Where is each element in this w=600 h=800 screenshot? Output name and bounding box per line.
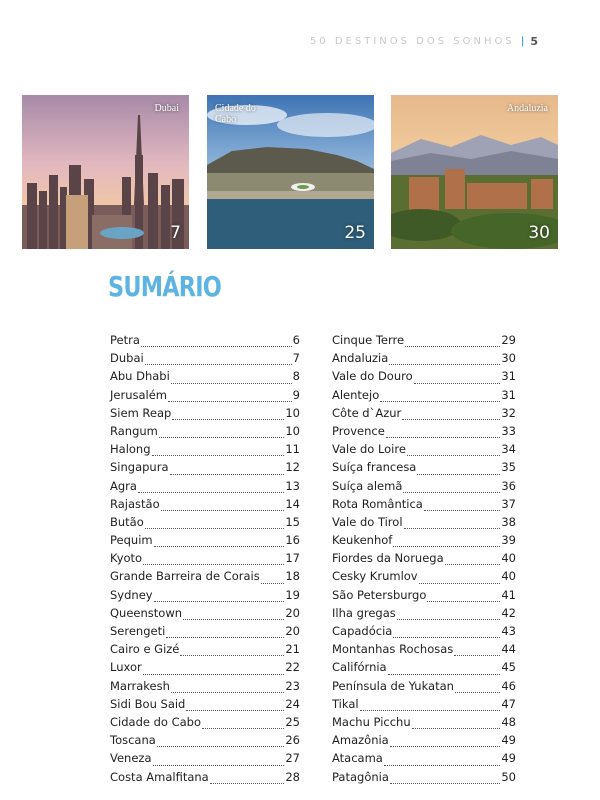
toc-entry[interactable] [110,697,300,715]
dot-leader [424,510,501,511]
toc-entry[interactable] [332,715,516,733]
toc-entry[interactable] [110,424,300,442]
dot-leader [390,783,500,784]
dot-leader [202,728,284,729]
toc-entry-page: 16 [285,533,300,548]
toc-entry-name: Península de Yukatan [332,678,454,693]
toc-entry-page: 42 [501,605,516,620]
toc-entry[interactable] [332,515,516,533]
dot-leader [170,474,285,475]
dot-leader [159,437,284,438]
toc-entry[interactable] [332,533,516,551]
toc-title: SUMÁRIO [108,270,221,303]
toc-entry[interactable] [110,497,300,515]
dot-leader [145,528,285,529]
dot-leader [171,692,284,693]
toc-entry-page: 49 [501,733,516,748]
toc-entry-name: Cinque Terre [332,333,405,347]
toc-entry-page: 9 [292,387,300,402]
dot-leader [427,601,500,602]
toc-entry[interactable] [332,406,516,424]
page-number: 5 [530,35,538,48]
toc-entry-name: Machu Picchu [332,714,411,729]
dot-leader [360,710,501,711]
toc-entry-name: Amazônia [332,733,389,748]
toc-entry-name: Toscana [110,733,156,748]
toc-entry-page: 44 [501,642,516,657]
toc-entry[interactable] [332,497,516,515]
toc-entry-name: Cidade do Cabo [110,714,202,729]
photo-caption: Dubai [154,103,179,114]
toc-entry[interactable] [332,697,516,715]
toc-entry[interactable] [332,660,516,678]
toc-entry[interactable] [332,679,516,697]
toc-entry[interactable] [332,770,516,788]
toc-entry-page: 20 [285,624,300,638]
toc-entry-page: 6 [292,333,300,347]
toc-entry[interactable] [332,460,516,478]
toc-entry-name: Rota Romântica [332,496,423,511]
dot-leader [384,765,501,766]
dot-leader [390,746,501,747]
dot-leader [210,783,285,784]
toc-entry[interactable] [110,588,300,606]
dot-leader [172,419,284,420]
header-separator: | [520,36,525,47]
toc-entry-page: 14 [285,496,300,511]
toc-entry[interactable] [110,679,300,697]
toc-entry[interactable] [110,770,300,788]
dot-leader [402,419,500,420]
photo-dubai [22,95,189,249]
toc-entry-page: 45 [501,660,516,675]
toc-entry[interactable] [332,333,516,351]
toc-entry-name: Serengeti [110,624,166,638]
toc-entry-page: 20 [285,605,300,620]
toc-entry-name: Sydney [110,587,153,602]
running-header [310,35,538,48]
toc-entry-name: Tikal [332,696,359,711]
dot-leader [407,455,500,456]
toc-entry-page: 38 [501,514,516,529]
toc-entry-name: Sidi Bou Said [110,696,186,711]
toc-entry-page: 43 [501,624,516,638]
toc-entry[interactable] [332,642,516,660]
toc-entry-page: 21 [285,642,300,657]
toc-entry-page: 25 [285,714,300,729]
toc-entry-page: 12 [285,460,300,475]
toc-entry-name: Suíça francesa [332,460,417,475]
toc-entry[interactable] [332,442,516,460]
toc-entry[interactable] [110,442,300,460]
photo-page-number: 7 [170,223,181,243]
toc-entry-name: Suíça alemã [332,478,403,493]
toc-entry[interactable] [110,660,300,678]
dot-leader [154,546,285,547]
toc-entry-name: Petra [110,333,140,347]
dot-leader [143,564,284,565]
dot-leader [138,492,284,493]
dot-leader [454,655,500,656]
dot-leader [152,455,285,456]
toc-entry-name: Singapura [110,460,169,475]
toc-entry-name: Montanhas Rochosas [332,642,454,657]
toc-entry[interactable] [110,369,300,387]
toc-column-left [110,333,300,788]
toc-entry-page: 31 [501,387,516,402]
dot-leader [414,383,501,384]
toc-entry-page: 40 [501,569,516,584]
toc-entry-page: 10 [285,405,300,420]
dot-leader [261,583,285,584]
toc-entry[interactable] [110,460,300,478]
toc-entry[interactable] [110,606,300,624]
toc-entry-page: 13 [285,478,300,493]
toc-entry[interactable] [110,479,300,497]
toc-entry-name: Cesky Krumlov [332,569,418,584]
dot-leader [380,401,500,402]
photo-andaluzia [391,95,558,249]
toc-entry-page: 24 [285,696,300,711]
toc-entry-name: Queenstown [110,605,183,620]
dot-leader [389,364,500,365]
toc-entry[interactable] [332,751,516,769]
toc-entry-page: 33 [501,423,516,438]
toc-entry-page: 23 [285,678,300,693]
toc-entry[interactable] [110,715,300,733]
toc-entry-name: Vale do Loire [332,442,406,457]
toc-entry-name: Halong [110,442,151,457]
dot-leader [393,637,500,638]
toc-entry-page: 32 [501,405,516,420]
toc-entry[interactable] [110,333,300,351]
dot-leader [153,765,285,766]
dot-leader [386,437,501,438]
toc-entry-name: Agra [110,478,137,493]
dot-leader [403,492,500,493]
toc-entry-name: Provence [332,423,385,438]
toc-entry[interactable] [332,569,516,587]
toc-entry[interactable] [110,624,300,642]
toc-entry[interactable] [332,624,516,642]
toc-entry-name: Kyoto [110,551,143,566]
dot-leader [419,583,501,584]
toc-entry-page: 10 [285,423,300,438]
toc-entry[interactable] [332,479,516,497]
dot-leader [455,692,500,693]
toc-entry-name: São Petersburgo [332,587,427,602]
toc-entry-page: 28 [285,769,300,784]
toc-entry[interactable] [332,606,516,624]
toc-entry-name: Vale do Douro [332,369,413,384]
dot-leader [154,601,285,602]
dot-leader [404,528,501,529]
dot-leader [397,619,501,620]
toc-entry-page: 46 [501,678,516,693]
toc-entry-name: Cairo e Gizé [110,642,180,657]
dubai-skyline-image [22,95,189,249]
toc-entry-page: 22 [285,660,300,675]
dot-leader [171,383,292,384]
toc-entry-page: 7 [292,351,300,366]
toc-entry-page: 30 [501,351,516,366]
toc-entry-name: Patagônia [332,769,389,784]
dot-leader [168,401,292,402]
dot-leader [417,474,500,475]
toc-entry-page: 34 [501,442,516,457]
toc-entry[interactable] [332,388,516,406]
photo-page-number: 30 [528,223,550,243]
toc-entry-name: Rangum [110,423,158,438]
toc-entry[interactable] [332,733,516,751]
toc-entry-page: 18 [285,569,300,584]
toc-entry-name: Dubai [110,351,144,366]
toc-entry[interactable] [332,351,516,369]
dot-leader [445,564,501,565]
toc-entry-name: Fiordes da Noruega [332,551,444,566]
toc-entry-name: Ilha gregas [332,605,396,620]
toc-entry-page: 17 [285,551,300,566]
toc-entry-page: 36 [501,478,516,493]
toc-entry-page: 35 [501,460,516,475]
toc-entry-name: Veneza [110,751,152,766]
toc-entry-name: Butão [110,514,144,529]
toc-entry-name: Vale do Tirol [332,514,403,529]
dot-leader [166,637,284,638]
toc-entry[interactable] [110,642,300,660]
dot-leader [186,710,284,711]
toc-entry-name: Costa Amalfitana [110,769,209,784]
toc-entry-name: Grande Barreira de Corais [110,569,260,584]
toc-entry-page: 48 [501,714,516,729]
toc-entry-page: 8 [292,369,300,384]
toc-column-right [332,333,516,788]
toc-entry-name: Pequim [110,533,153,548]
toc-entry[interactable] [110,351,300,369]
toc-entry[interactable] [332,369,516,387]
book-title: 50 DESTINOS DOS SONHOS [309,36,515,47]
toc-entry[interactable] [110,733,300,751]
dot-leader [405,346,500,347]
photo-caption: Cidade do Cabo [215,103,256,125]
toc-entry-name: Rajastão [110,496,160,511]
toc-entry[interactable] [110,569,300,587]
toc-entry-page: 26 [285,733,300,748]
toc-entry-page: 31 [501,369,516,384]
dot-leader [393,546,500,547]
photo-strip [22,95,578,249]
toc-entry[interactable] [110,515,300,533]
toc-entry-page: 19 [285,587,300,602]
toc-entry-name: Jerusalém [110,387,167,402]
toc-entry[interactable] [110,406,300,424]
dot-leader [145,364,292,365]
toc-entry[interactable] [110,551,300,569]
toc-entry-page: 27 [285,751,300,766]
toc-entry-name: Califórnia [332,660,387,675]
toc-entry-page: 11 [285,442,300,457]
toc-entry-name: Côte d`Azur [332,405,402,420]
dot-leader [388,674,501,675]
toc-entry-page: 47 [501,696,516,711]
toc-entry-page: 50 [501,769,516,784]
dot-leader [161,510,285,511]
toc-entry[interactable] [332,588,516,606]
toc-entry-name: Siem Reap [110,405,172,420]
toc-entry[interactable] [110,388,300,406]
dot-leader [183,619,284,620]
dot-leader [157,746,285,747]
toc-entry[interactable] [110,751,300,769]
dot-leader [412,728,501,729]
dot-leader [180,655,284,656]
toc-entry-page: 40 [501,551,516,566]
toc-entry-page: 39 [501,533,516,548]
toc-entry-page: 37 [501,496,516,511]
toc-entry-name: Capadócia [332,624,393,638]
toc-entry-name: Atacama [332,751,383,766]
photo-cidade-do-cabo [207,95,374,249]
toc-entry[interactable] [110,533,300,551]
toc-entry-name: Alentejo [332,387,380,402]
photo-caption: Andaluzia [506,103,548,114]
toc-entry-name: Abu Dhabi [110,369,170,384]
toc-entry-page: 41 [501,587,516,602]
toc-entry-page: 15 [285,514,300,529]
toc-entry-name: Luxor [110,660,142,675]
toc-entry-page: 29 [501,333,516,347]
dot-leader [141,346,292,347]
dot-leader [143,674,285,675]
toc-entry-name: Andaluzia [332,351,389,366]
toc-entry-page: 49 [501,751,516,766]
toc-entry[interactable] [332,551,516,569]
photo-page-number: 25 [344,223,366,243]
toc-entry-name: Keukenhof [332,533,393,548]
toc-entry[interactable] [332,424,516,442]
toc-entry-name: Marrakesh [110,678,170,693]
